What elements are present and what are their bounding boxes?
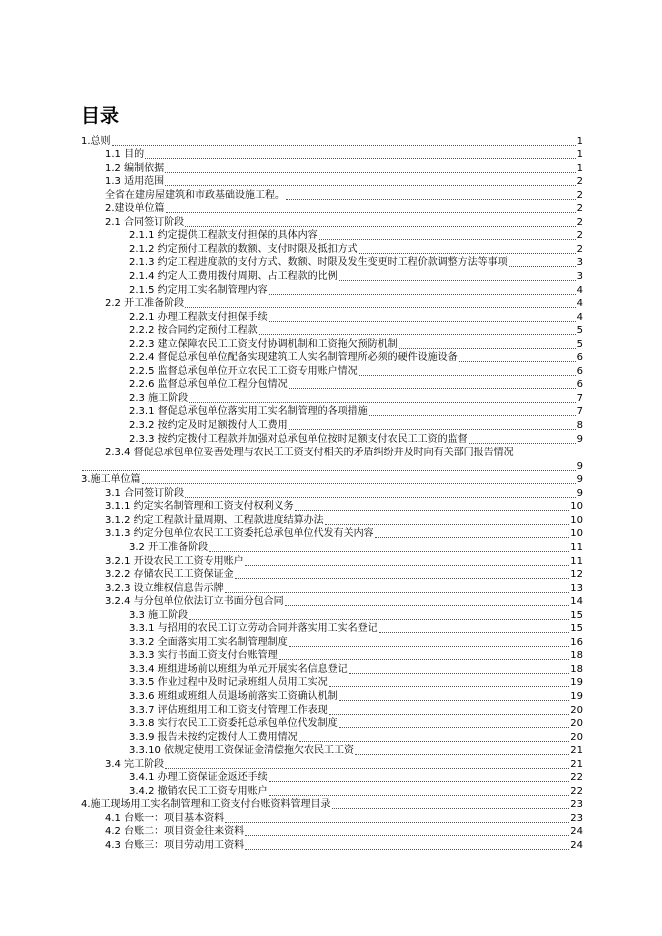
toc-leader-dots [509,256,576,267]
toc-page-number: 2 [576,230,583,242]
toc-page-number: 15 [570,623,583,635]
toc-entry[interactable] [0,676,662,690]
toc-entry-text: 3.2.3 设立维权信息告示牌 [105,582,224,594]
toc-leader-dots [339,690,570,701]
toc-leader-dots [359,243,576,254]
toc-entry[interactable] [0,513,662,527]
toc-leader-dots [269,785,570,796]
toc-entry[interactable] [0,662,662,676]
toc-leader-dots [339,270,576,281]
toc-page-number: 3 [576,257,583,269]
toc-leader-dots [145,148,576,159]
toc-entry[interactable] [0,771,662,785]
toc-page-number: 21 [570,758,583,770]
toc-page-number: 18 [570,663,583,675]
toc-entry-text: 4.施工现场用工实名制管理和工资支付台账资料管理目录 [81,799,331,811]
toc-entry-text: 3.3.8 实行农民工工资委托总承包单位代发制度 [129,718,338,730]
toc-leader-dots [82,460,576,471]
toc-page-number: 2 [576,203,583,215]
toc-entry[interactable] [0,405,662,419]
toc-entry[interactable] [0,446,662,460]
toc-leader-dots [185,487,576,498]
toc-entry-text: 4.1 台账一：项目基本资料 [105,812,225,824]
toc-entry-text: 2.3 施工阶段 [129,392,189,404]
toc-page-number: 6 [576,379,583,391]
toc-leader-dots [165,175,576,186]
toc-leader-dots [299,731,570,742]
toc-page-number: 24 [570,839,583,851]
toc-entry[interactable] [0,337,662,351]
toc-leader-dots [359,365,576,376]
toc-page-number: 22 [570,785,583,797]
toc-entry-text: 3.施工单位篇 [81,474,141,486]
toc-entry[interactable] [0,744,662,758]
toc-page-number: 13 [570,582,583,594]
toc-entry-text: 2.3.3 按约定拨付工程款并加强对总承包单位按时足额支付农民工工资的监督 [129,433,468,445]
toc-entry[interactable] [0,188,662,202]
toc-page-number: 14 [570,596,583,608]
toc-entry-text: 2.1.5 约定用工实名制管理内容 [129,284,268,296]
toc-entry-text: 3.3.10 依规定使用工资保证金清偿拖欠农民工工资 [129,745,354,757]
toc-page-number: 22 [570,772,583,784]
toc-entry[interactable] [0,297,662,311]
toc-entry[interactable] [0,825,662,839]
toc-entry[interactable] [0,256,662,270]
toc-leader-dots [339,717,570,728]
toc-page-number: 5 [576,338,583,350]
toc-entry-text: 2.2.2 按合同约定预付工程款 [129,325,258,337]
toc-page-number: 11 [570,555,583,567]
toc-entry-text: 3.3.3 实行书面工资支付台账管理 [129,650,278,662]
toc-entry-text: 2.3.4 督促总承包单位妥善处理与农民工工资支付相关的矛盾纠纷并及时向有关部门报告情况 [105,447,514,459]
toc-leader-dots [469,433,576,444]
toc-entry-text: 全省在建房屋建筑和市政基础设施工程。 [105,189,285,201]
toc-entry-text: 3.1.2 约定工程款计量周期、工程款进度结算办法 [105,514,324,526]
toc-leader-dots [235,568,570,579]
toc-page-number: 1 [576,149,583,161]
table-of-contents [0,134,662,852]
toc-leader-dots [259,324,576,335]
toc-entry[interactable] [0,568,662,582]
toc-entry-text: 3.3.4 班组进场前以班组为单元开展实名信息登记 [129,663,348,675]
toc-entry-text: 3.3.6 班组或班组人员退场前落实工资确认机制 [129,690,338,702]
toc-entry[interactable] [0,459,662,473]
toc-entry[interactable] [0,540,662,554]
toc-entry-text: 2.3.2 按约定及时足额拨付人工费用 [129,420,288,432]
toc-entry-text: 4.3 台账三：项目劳动用工资料 [105,839,245,851]
toc-page-number: 4 [576,311,583,323]
toc-leader-dots [112,135,576,146]
toc-entry[interactable] [0,798,662,812]
toc-leader-dots [285,595,570,606]
toc-entry-text: 2.1.4 约定人工费用拨付周期、占工程款的比例 [129,271,338,283]
toc-entry[interactable] [0,134,662,148]
toc-leader-dots [286,189,576,200]
toc-page-number: 4 [576,284,583,296]
toc-page-number: 2 [576,176,583,188]
toc-page-number: 15 [570,609,583,621]
toc-leader-dots [319,229,576,240]
toc-page-number: 18 [570,650,583,662]
toc-entry[interactable] [0,364,662,378]
toc-page-number: 3 [576,271,583,283]
toc-leader-dots [225,582,570,593]
toc-leader-dots [459,351,576,362]
toc-entry[interactable] [0,418,662,432]
toc-entry[interactable] [0,269,662,283]
toc-leader-dots [325,514,570,525]
toc-entry[interactable] [0,310,662,324]
toc-entry[interactable] [0,527,662,541]
toc-entry-text: 2.2.4 督促总承包单位配备实现建筑工人实名制管理所必须的硬件设施设备 [129,352,458,364]
toc-entry-text: 2.2 开工准备阶段 [105,298,185,310]
toc-entry[interactable] [0,622,662,636]
toc-leader-dots [329,704,570,715]
toc-page-number: 10 [570,528,583,540]
toc-leader-dots [332,798,570,809]
toc-entry-text: 3.3.1 与招用的农民工订立劳动合同并落实用工实名登记 [129,623,378,635]
toc-page-number: 9 [576,460,583,472]
toc-entry-text: 3.1 合同签订阶段 [105,487,185,499]
toc-entry[interactable] [0,500,662,514]
toc-page-number: 21 [570,745,583,757]
toc-entry-text: 2.2.1 办理工程款支付担保手续 [129,311,268,323]
toc-leader-dots [245,839,569,850]
toc-page-number: 23 [570,799,583,811]
toc-page-number: 2 [576,189,583,201]
toc-leader-dots [269,771,570,782]
toc-page-number: 6 [576,352,583,364]
toc-entry-text: 2.2.3 建立保障农民工工资支付协调机制和工资拖欠预防机制 [129,338,398,350]
toc-entry[interactable] [0,649,662,663]
toc-entry[interactable] [0,581,662,595]
toc-entry-text: 1.3 适用范围 [105,176,165,188]
toc-entry-text: 3.2.1 开设农民工工资专用账户 [105,555,244,567]
toc-leader-dots [289,378,576,389]
toc-leader-dots [189,392,576,403]
toc-leader-dots [225,812,569,823]
toc-entry-text: 3.3.5 作业过程中及时记录班组人员用工实况 [129,677,328,689]
toc-leader-dots [289,419,576,430]
toc-entry[interactable] [0,242,662,256]
toc-entry-text: 1.2 编制依据 [105,162,165,174]
toc-leader-dots [355,744,569,755]
toc-page-number: 1 [576,135,583,147]
toc-leader-dots [185,216,576,227]
toc-entry-text: 3.3.2 全面落实用工实名制管理制度 [129,636,288,648]
toc-page-number: 5 [576,325,583,337]
toc-entry-text: 2.1 合同签订阶段 [105,216,185,228]
toc-leader-dots [209,541,569,552]
toc-entry[interactable] [0,608,662,622]
toc-page-number: 9 [576,487,583,499]
toc-entry-text: 4.2 台账二：项目资金往来资料 [105,826,245,838]
toc-entry-text: 3.2 开工准备阶段 [129,541,209,553]
toc-page-number: 7 [576,392,583,404]
toc-leader-dots [189,609,569,620]
toc-page-number: 24 [570,826,583,838]
toc-entry[interactable] [0,432,662,446]
toc-entry[interactable] [0,486,662,500]
toc-entry[interactable] [0,148,662,162]
toc-entry-text: 3.3 施工阶段 [129,609,189,621]
toc-entry[interactable] [0,635,662,649]
toc-page-number: 19 [570,677,583,689]
toc-leader-dots [375,527,570,538]
toc-entry[interactable] [0,351,662,365]
toc-entry[interactable] [0,703,662,717]
toc-leader-dots [245,555,570,566]
toc-leader-dots [295,500,570,511]
toc-page-number: 20 [570,731,583,743]
toc-entry[interactable] [0,378,662,392]
toc-entry-text: 3.4.2 撤销农民工工资专用账户 [129,785,268,797]
toc-entry[interactable] [0,689,662,703]
toc-page-number: 12 [570,569,583,581]
toc-entry-text: 3.3.9 报告未按约定拨付人工费用情况 [129,731,298,743]
toc-entry[interactable] [0,784,662,798]
toc-page-number: 19 [570,690,583,702]
toc-entry-text: 1.总则 [81,135,111,147]
toc-entry[interactable] [0,175,662,189]
toc-leader-dots [245,825,569,836]
toc-title: 目录 [81,105,120,127]
toc-entry[interactable] [0,730,662,744]
toc-page-number: 20 [570,704,583,716]
toc-page-number: 11 [570,541,583,553]
toc-page-number: 7 [576,406,583,418]
toc-entry[interactable] [0,554,662,568]
toc-leader-dots [165,758,569,769]
toc-leader-dots [166,202,576,213]
toc-entry[interactable] [0,391,662,405]
toc-entry[interactable] [0,717,662,731]
toc-entry-text: 3.4.1 办理工资保证金返还手续 [129,772,268,784]
toc-leader-dots [399,338,576,349]
toc-entry[interactable] [0,283,662,297]
toc-page-number: 16 [570,636,583,648]
toc-entry[interactable] [0,324,662,338]
toc-entry-text: 1.1 目的 [105,149,145,161]
toc-entry[interactable] [0,229,662,243]
toc-entry[interactable] [0,838,662,852]
toc-leader-dots [142,473,576,484]
toc-page-number: 10 [570,514,583,526]
toc-leader-dots [165,162,576,173]
toc-entry[interactable] [0,202,662,216]
toc-page-number: 4 [576,298,583,310]
toc-page-number: 9 [576,433,583,445]
toc-leader-dots [269,311,576,322]
toc-leader-dots [329,676,570,687]
toc-leader-dots [349,663,570,674]
toc-entry[interactable] [0,595,662,609]
toc-page-number: 8 [576,420,583,432]
toc-leader-dots [379,622,570,633]
toc-leader-dots [279,649,570,660]
toc-leader-dots [369,405,576,416]
toc-entry-text: 2.1.3 约定工程进度款的支付方式、数额、时限及发生变更时工程价款调整方法等事项 [129,257,508,269]
toc-entry-text: 3.1.1 约定实名制管理和工资支付权利义务 [105,501,294,513]
toc-entry-text: 2.1.1 约定提供工程款支付担保的具体内容 [129,230,318,242]
toc-entry-text: 2.3.1 督促总承包单位落实用工实名制管理的各项措施 [129,406,368,418]
toc-page-number: 10 [570,501,583,513]
toc-page-number: 2 [576,243,583,255]
toc-page-number: 1 [576,162,583,174]
toc-entry[interactable] [0,161,662,175]
toc-entry-text: 3.2.2 存储农民工工资保证金 [105,569,234,581]
toc-entry-text: 3.3.7 评估班组用工和工资支付管理工作表现 [129,704,328,716]
toc-entry-text: 3.1.3 约定分包单位农民工工资委托总承包单位代发有关内容 [105,528,374,540]
toc-entry-text: 2.2.6 监督总承包单位工程分包情况 [129,379,288,391]
toc-page-number: 20 [570,718,583,730]
toc-page-number: 23 [570,812,583,824]
toc-page-number: 9 [576,474,583,486]
toc-entry-text: 3.4 完工阶段 [105,758,165,770]
toc-entry[interactable] [0,757,662,771]
toc-entry[interactable] [0,473,662,487]
toc-entry-text: 2.2.5 监督总承包单位开立农民工工资专用账户情况 [129,365,358,377]
toc-leader-dots [185,297,576,308]
toc-leader-dots [269,284,576,295]
toc-entry[interactable] [0,811,662,825]
toc-entry[interactable] [0,215,662,229]
toc-page-number: 6 [576,365,583,377]
toc-leader-dots [289,636,570,647]
toc-page-number: 2 [576,216,583,228]
toc-entry-text: 2.1.2 约定预付工程款的数额、支付时限及抵扣方式 [129,243,358,255]
toc-entry-text: 3.2.4 与分包单位依法订立书面分包合同 [105,596,284,608]
toc-entry-text: 2.建设单位篇 [105,203,165,215]
